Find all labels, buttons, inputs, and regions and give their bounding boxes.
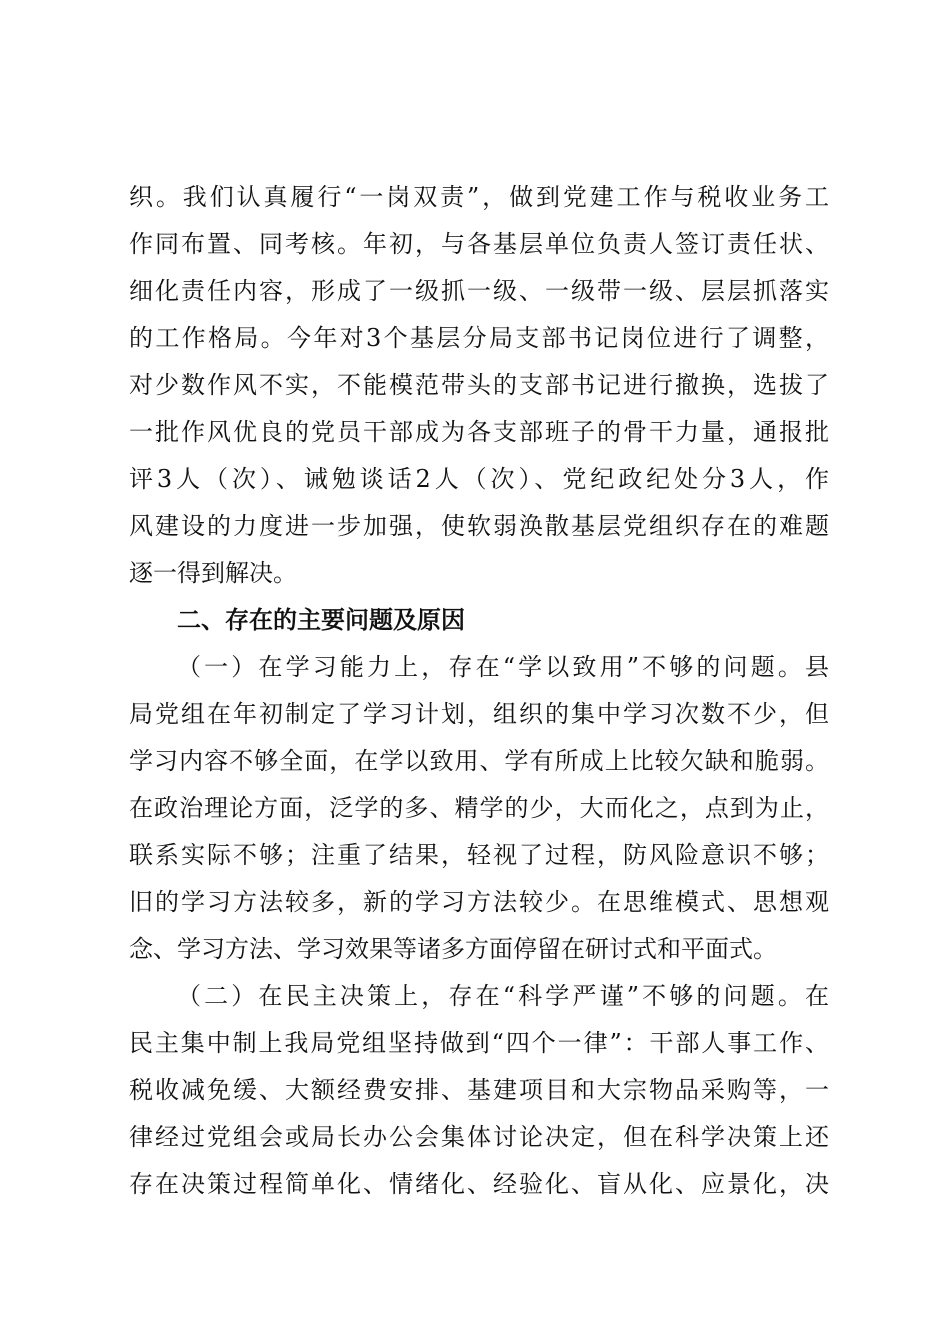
paragraph-1-line: 作同布置、同考核。年初，与各基层单位负责人签订责任状、: [129, 230, 829, 258]
section-heading: 二、存在的主要问题及原因: [177, 606, 465, 634]
paragraph-2-line: 念、学习方法、学习效果等诸多方面停留在研讨式和平面式。: [129, 935, 777, 963]
paragraph-3-line: 律经过党组会或局长办公会集体讨论决定，但在科学决策上还: [129, 1123, 829, 1151]
paragraph-1-line: 逐一得到解决。: [129, 559, 297, 587]
paragraph-2-line: 局党组在年初制定了学习计划，组织的集中学习次数不少，但: [129, 700, 829, 728]
paragraph-2-line: 学习内容不够全面，在学以致用、学有所成上比较欠缺和脆弱。: [129, 747, 829, 775]
paragraph-2-line: 联系实际不够；注重了结果，轻视了过程，防风险意识不够；: [129, 841, 829, 869]
paragraph-2-line: 在政治理论方面，泛学的多、精学的少，大而化之，点到为止，: [129, 794, 829, 822]
paragraph-3-line: 税收减免缓、大额经费安排、基建项目和大宗物品采购等，一: [129, 1076, 829, 1104]
paragraph-3-line: 民主集中制上我局党组坚持做到“四个一律”：干部人事工作、: [129, 1029, 829, 1057]
paragraph-1-line: 对少数作风不实，不能模范带头的支部书记进行撤换，选拔了: [129, 371, 829, 399]
paragraph-1-line: 织。我们认真履行“一岗双责”，做到党建工作与税收业务工: [129, 183, 829, 211]
paragraph-1-line: 细化责任内容，形成了一级抓一级、一级带一级、层层抓落实: [129, 277, 829, 305]
paragraph-1-line: 风建设的力度进一步加强，使软弱涣散基层党组织存在的难题: [129, 512, 829, 540]
paragraph-3-line: （二）在民主决策上，存在“科学严谨”不够的问题。在: [177, 982, 829, 1010]
paragraph-1-line: 一批作风优良的党员干部成为各支部班子的骨干力量，通报批: [129, 418, 829, 446]
paragraph-3-line: 存在决策过程简单化、情绪化、经验化、盲从化、应景化，决: [129, 1170, 829, 1198]
paragraph-2-line: 旧的学习方法较多，新的学习方法较少。在思维模式、思想观: [129, 888, 829, 916]
paragraph-2-line: （一）在学习能力上，存在“学以致用”不够的问题。县: [177, 653, 829, 681]
paragraph-1-line: 评3人（次）、诫勉谈话2人（次）、党纪政纪处分3人，作: [129, 465, 829, 493]
paragraph-1-line: 的工作格局。今年对3个基层分局支部书记岗位进行了调整，: [129, 324, 829, 352]
